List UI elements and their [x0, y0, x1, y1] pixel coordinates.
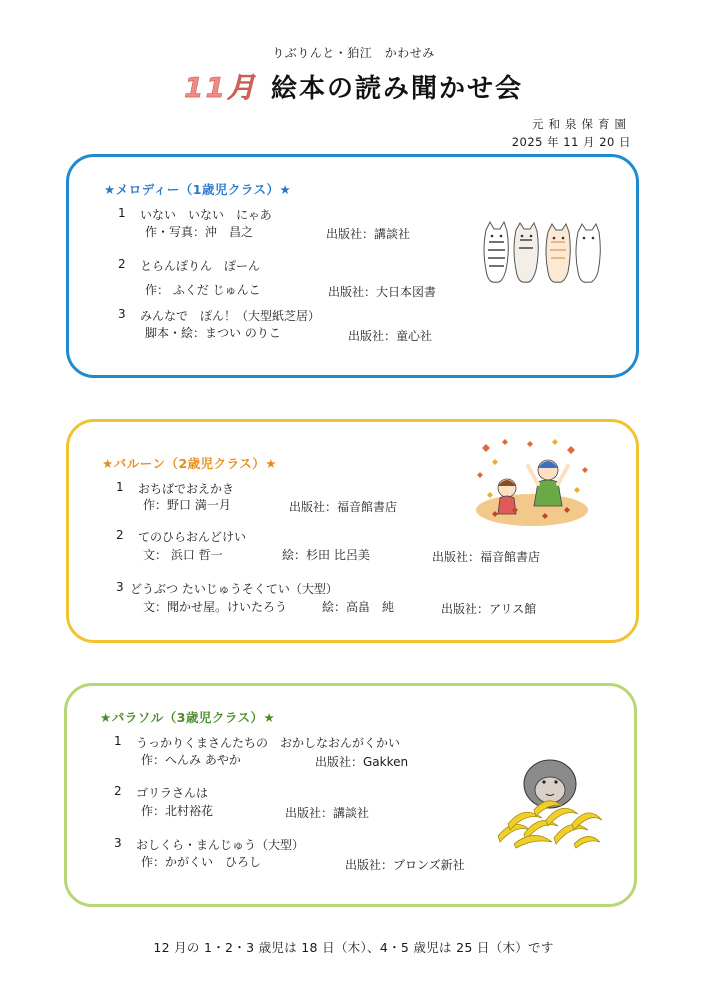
parasol-book-2-publisher: 出版社：講談社 [285, 806, 370, 820]
melody-book-1-title: いない いない にゃあ [140, 208, 272, 222]
organizer-subtitle: りぶりんと・狛江 かわせみ [272, 46, 435, 60]
event-date: 2025 年 11 月 20 日 [511, 135, 631, 149]
cats-illustration [480, 220, 610, 290]
autumn-kids-illustration [472, 440, 592, 530]
balloon-book-2-illustrator: 絵：杉田 比呂美 [282, 548, 370, 562]
balloon-book-1-num: 1 [116, 480, 124, 494]
melody-heading: ★メロディー（1歳児クラス）★ [104, 182, 292, 197]
school-name: 元和泉保育園 [532, 117, 631, 131]
melody-book-3-author: 脚本・絵：まつい のりこ [145, 326, 281, 340]
balloon-book-3-author: 文：聞かせ屋。けいたろう [143, 600, 288, 614]
parasol-book-3-title: おしくら・まんじゅう（大型） [136, 838, 305, 852]
parasol-book-2-title: ゴリラさんは [136, 786, 209, 800]
balloon-heading: ★バルーン（2歳児クラス）★ [102, 456, 277, 471]
melody-book-3-publisher: 出版社：童心社 [348, 329, 433, 343]
parasol-book-3-author: 作：かがくい ひろし [141, 855, 262, 869]
balloon-book-3-title: どうぶつ たいじゅうそくてい（大型） [130, 582, 338, 596]
melody-book-3-num: 3 [118, 307, 126, 321]
melody-book-2-author: 作： ふくだ じゅんこ [145, 283, 261, 297]
parasol-book-1-publisher: 出版社：Gakken [315, 755, 409, 769]
melody-book-3-title: みんなで ぽん！（大型紙芝居） [140, 309, 321, 323]
parasol-book-3-publisher: 出版社：ブロンズ新社 [345, 858, 465, 872]
parasol-book-2-author: 作：北村裕花 [141, 804, 214, 818]
melody-book-2-publisher: 出版社：大日本図書 [328, 285, 437, 299]
parasol-book-1-num: 1 [114, 734, 122, 748]
melody-book-2-num: 2 [118, 257, 126, 271]
balloon-book-1-author: 作：野口 満一月 [143, 498, 231, 512]
balloon-book-3-publisher: 出版社：アリス館 [441, 602, 537, 616]
parasol-book-1-title: うっかりくまさんたちの おかしなおんがくかい [136, 736, 401, 750]
parasol-book-2-num: 2 [114, 784, 122, 798]
title-month: 11月 [184, 71, 257, 104]
balloon-book-3-num: 3 [116, 580, 124, 594]
balloon-book-1-publisher: 出版社：福音館書店 [289, 500, 398, 514]
page-title [0, 66, 707, 106]
parasol-heading: ★パラソル（3歳児クラス）★ [100, 710, 276, 725]
melody-book-1-publisher: 出版社：講談社 [326, 227, 411, 241]
balloon-book-3-illustrator: 絵：高畠 純 [322, 600, 395, 614]
melody-book-1-author: 作・写真：沖 昌之 [145, 225, 254, 239]
melody-book-1-num: 1 [118, 206, 126, 220]
parasol-book-1-author: 作：へんみ あやか [141, 753, 241, 767]
next-month-note: 12 月の 1・2・3 歳児は 18 日（木）、4・5 歳児は 25 日（木）です [153, 940, 554, 955]
balloon-book-2-title: てのひらおんどけい [138, 530, 247, 544]
parasol-book-3-num: 3 [114, 836, 122, 850]
gorilla-bananas-illustration [494, 750, 604, 850]
balloon-book-2-publisher: 出版社：福音館書店 [432, 550, 541, 564]
melody-book-2-title: とらんぽりん ぽーん [140, 259, 261, 273]
balloon-book-2-author: 文： 浜口 哲一 [143, 548, 223, 562]
title-text: 絵本の読み聞かせ会 [270, 74, 523, 104]
balloon-book-2-num: 2 [116, 528, 124, 542]
balloon-book-1-title: おちばでおえかき [138, 482, 235, 496]
